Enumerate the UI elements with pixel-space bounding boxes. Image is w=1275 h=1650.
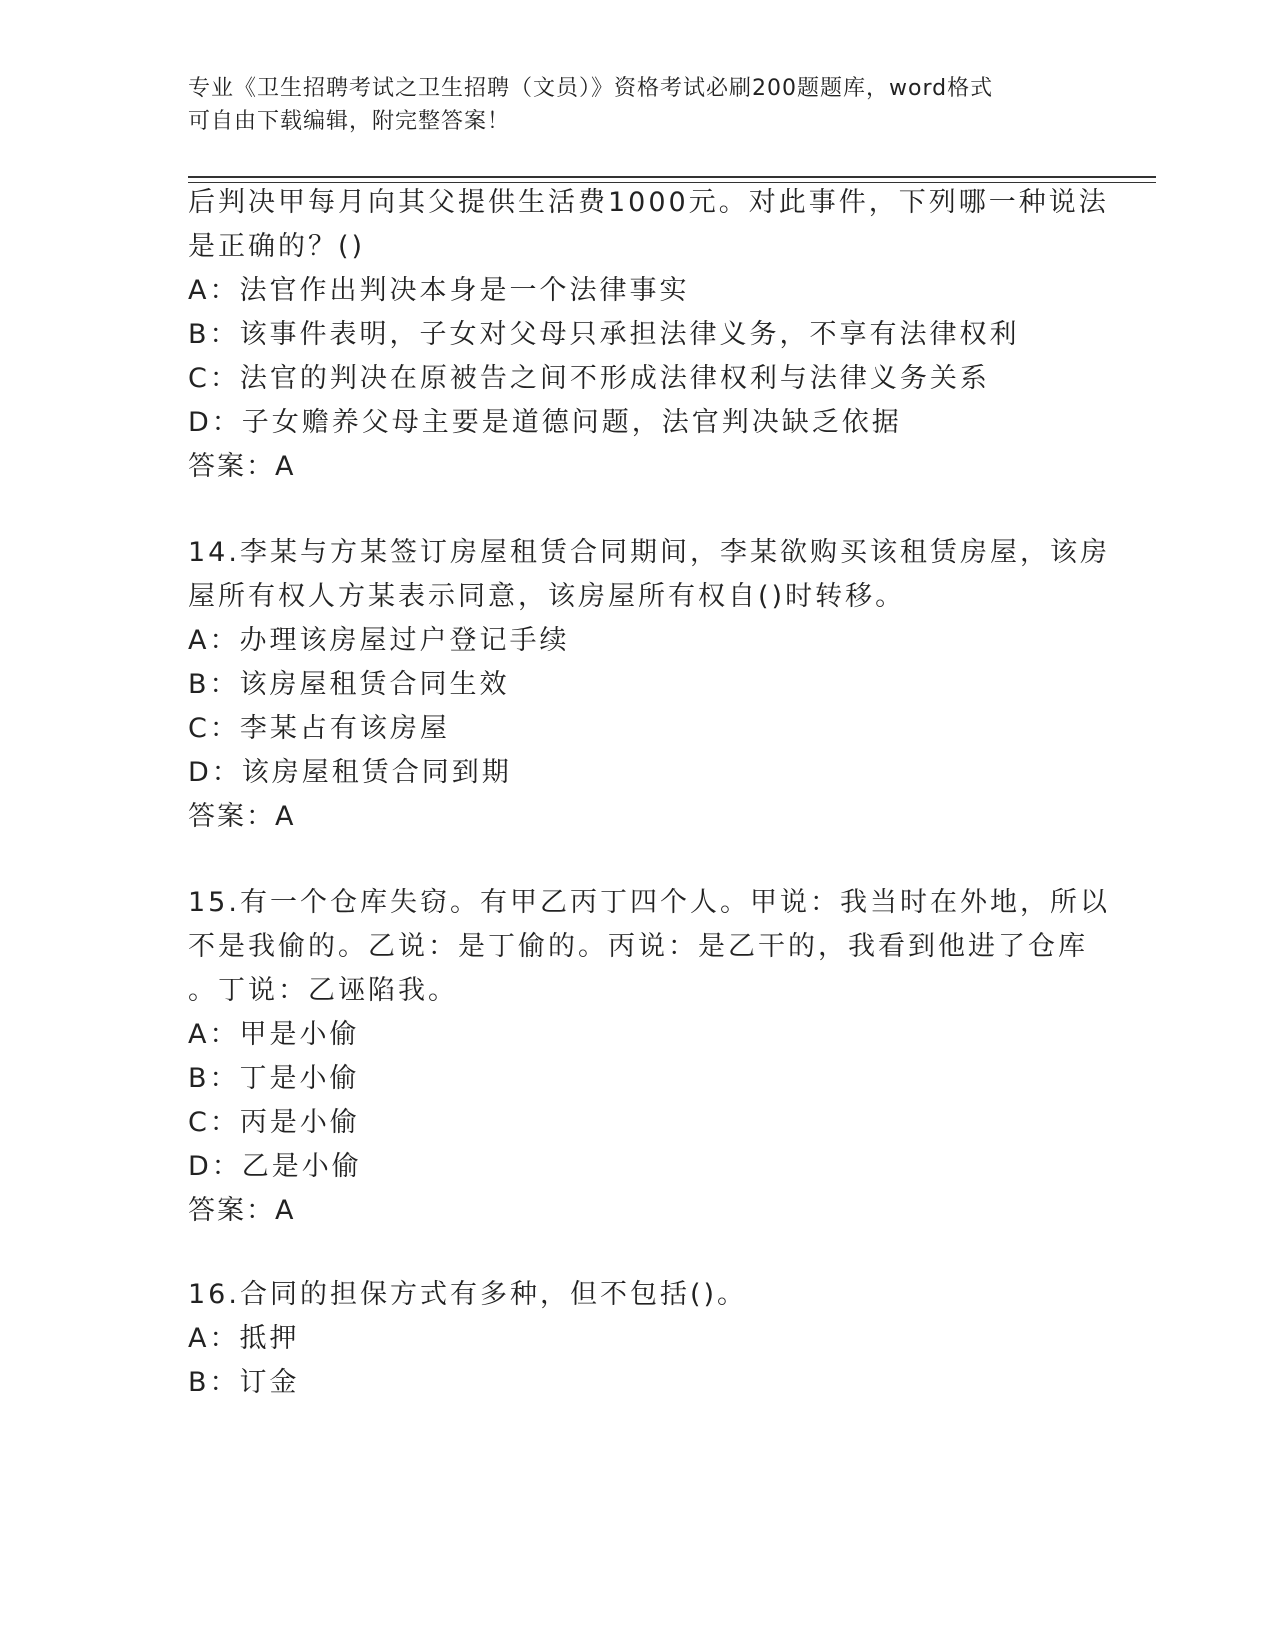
- option-b: B：该事件表明，子女对父母只承担法律义务，不享有法律权利: [188, 319, 1020, 350]
- option-c: C：法官的判决在原被告之间不形成法律权利与法律义务关系: [188, 363, 990, 394]
- header-line-2: 可自由下载编辑，附完整答案！: [188, 109, 511, 134]
- option-d: D：乙是小偷: [188, 1151, 362, 1182]
- question-stem-line: 。丁说：乙诬陷我。: [188, 975, 458, 1006]
- option-b: B：该房屋租赁合同生效: [188, 669, 510, 700]
- option-c: C：李某占有该房屋: [188, 713, 450, 744]
- option-d: D：子女赡养父母主要是道德问题，法官判决缺乏依据: [188, 407, 902, 438]
- question-stem-line: 是正确的？(): [188, 231, 366, 262]
- question-stem-line: 15.有一个仓库失窃。有甲乙丙丁四个人。甲说：我当时在外地，所以: [188, 887, 1110, 918]
- question-stem-line: 不是我偷的。乙说：是丁偷的。丙说：是乙干的，我看到他进了仓库: [188, 931, 1088, 962]
- question-stem-line: 后判决甲每月向其父提供生活费1000元。对此事件，下列哪一种说法: [188, 187, 1109, 218]
- question-stem-line: 屋所有权人方某表示同意，该房屋所有权自()时转移。: [188, 581, 906, 612]
- option-a: A：甲是小偷: [188, 1019, 360, 1050]
- header-divider-thick: [188, 176, 1156, 178]
- option-b: B：订金: [188, 1367, 300, 1398]
- question-stem-line: 14.李某与方某签订房屋租赁合同期间，李某欲购买该租赁房屋，该房: [188, 537, 1110, 568]
- option-b: B：丁是小偷: [188, 1063, 360, 1094]
- header-line-1: 专业《卫生招聘考试之卫生招聘（文员）》资格考试必刷200题题库，word格式: [188, 76, 994, 101]
- option-d: D：该房屋租赁合同到期: [188, 757, 512, 788]
- document-header: [188, 72, 1068, 138]
- option-a: A：抵押: [188, 1323, 300, 1354]
- option-a: A：法官作出判决本身是一个法律事实: [188, 275, 690, 306]
- answer-line: 答案：A: [188, 451, 296, 482]
- option-a: A：办理该房屋过户登记手续: [188, 625, 570, 656]
- question-stem-line: 16.合同的担保方式有多种，但不包括()。: [188, 1279, 748, 1310]
- answer-line: 答案：A: [188, 1195, 296, 1226]
- option-c: C：丙是小偷: [188, 1107, 360, 1138]
- answer-line: 答案：A: [188, 801, 296, 832]
